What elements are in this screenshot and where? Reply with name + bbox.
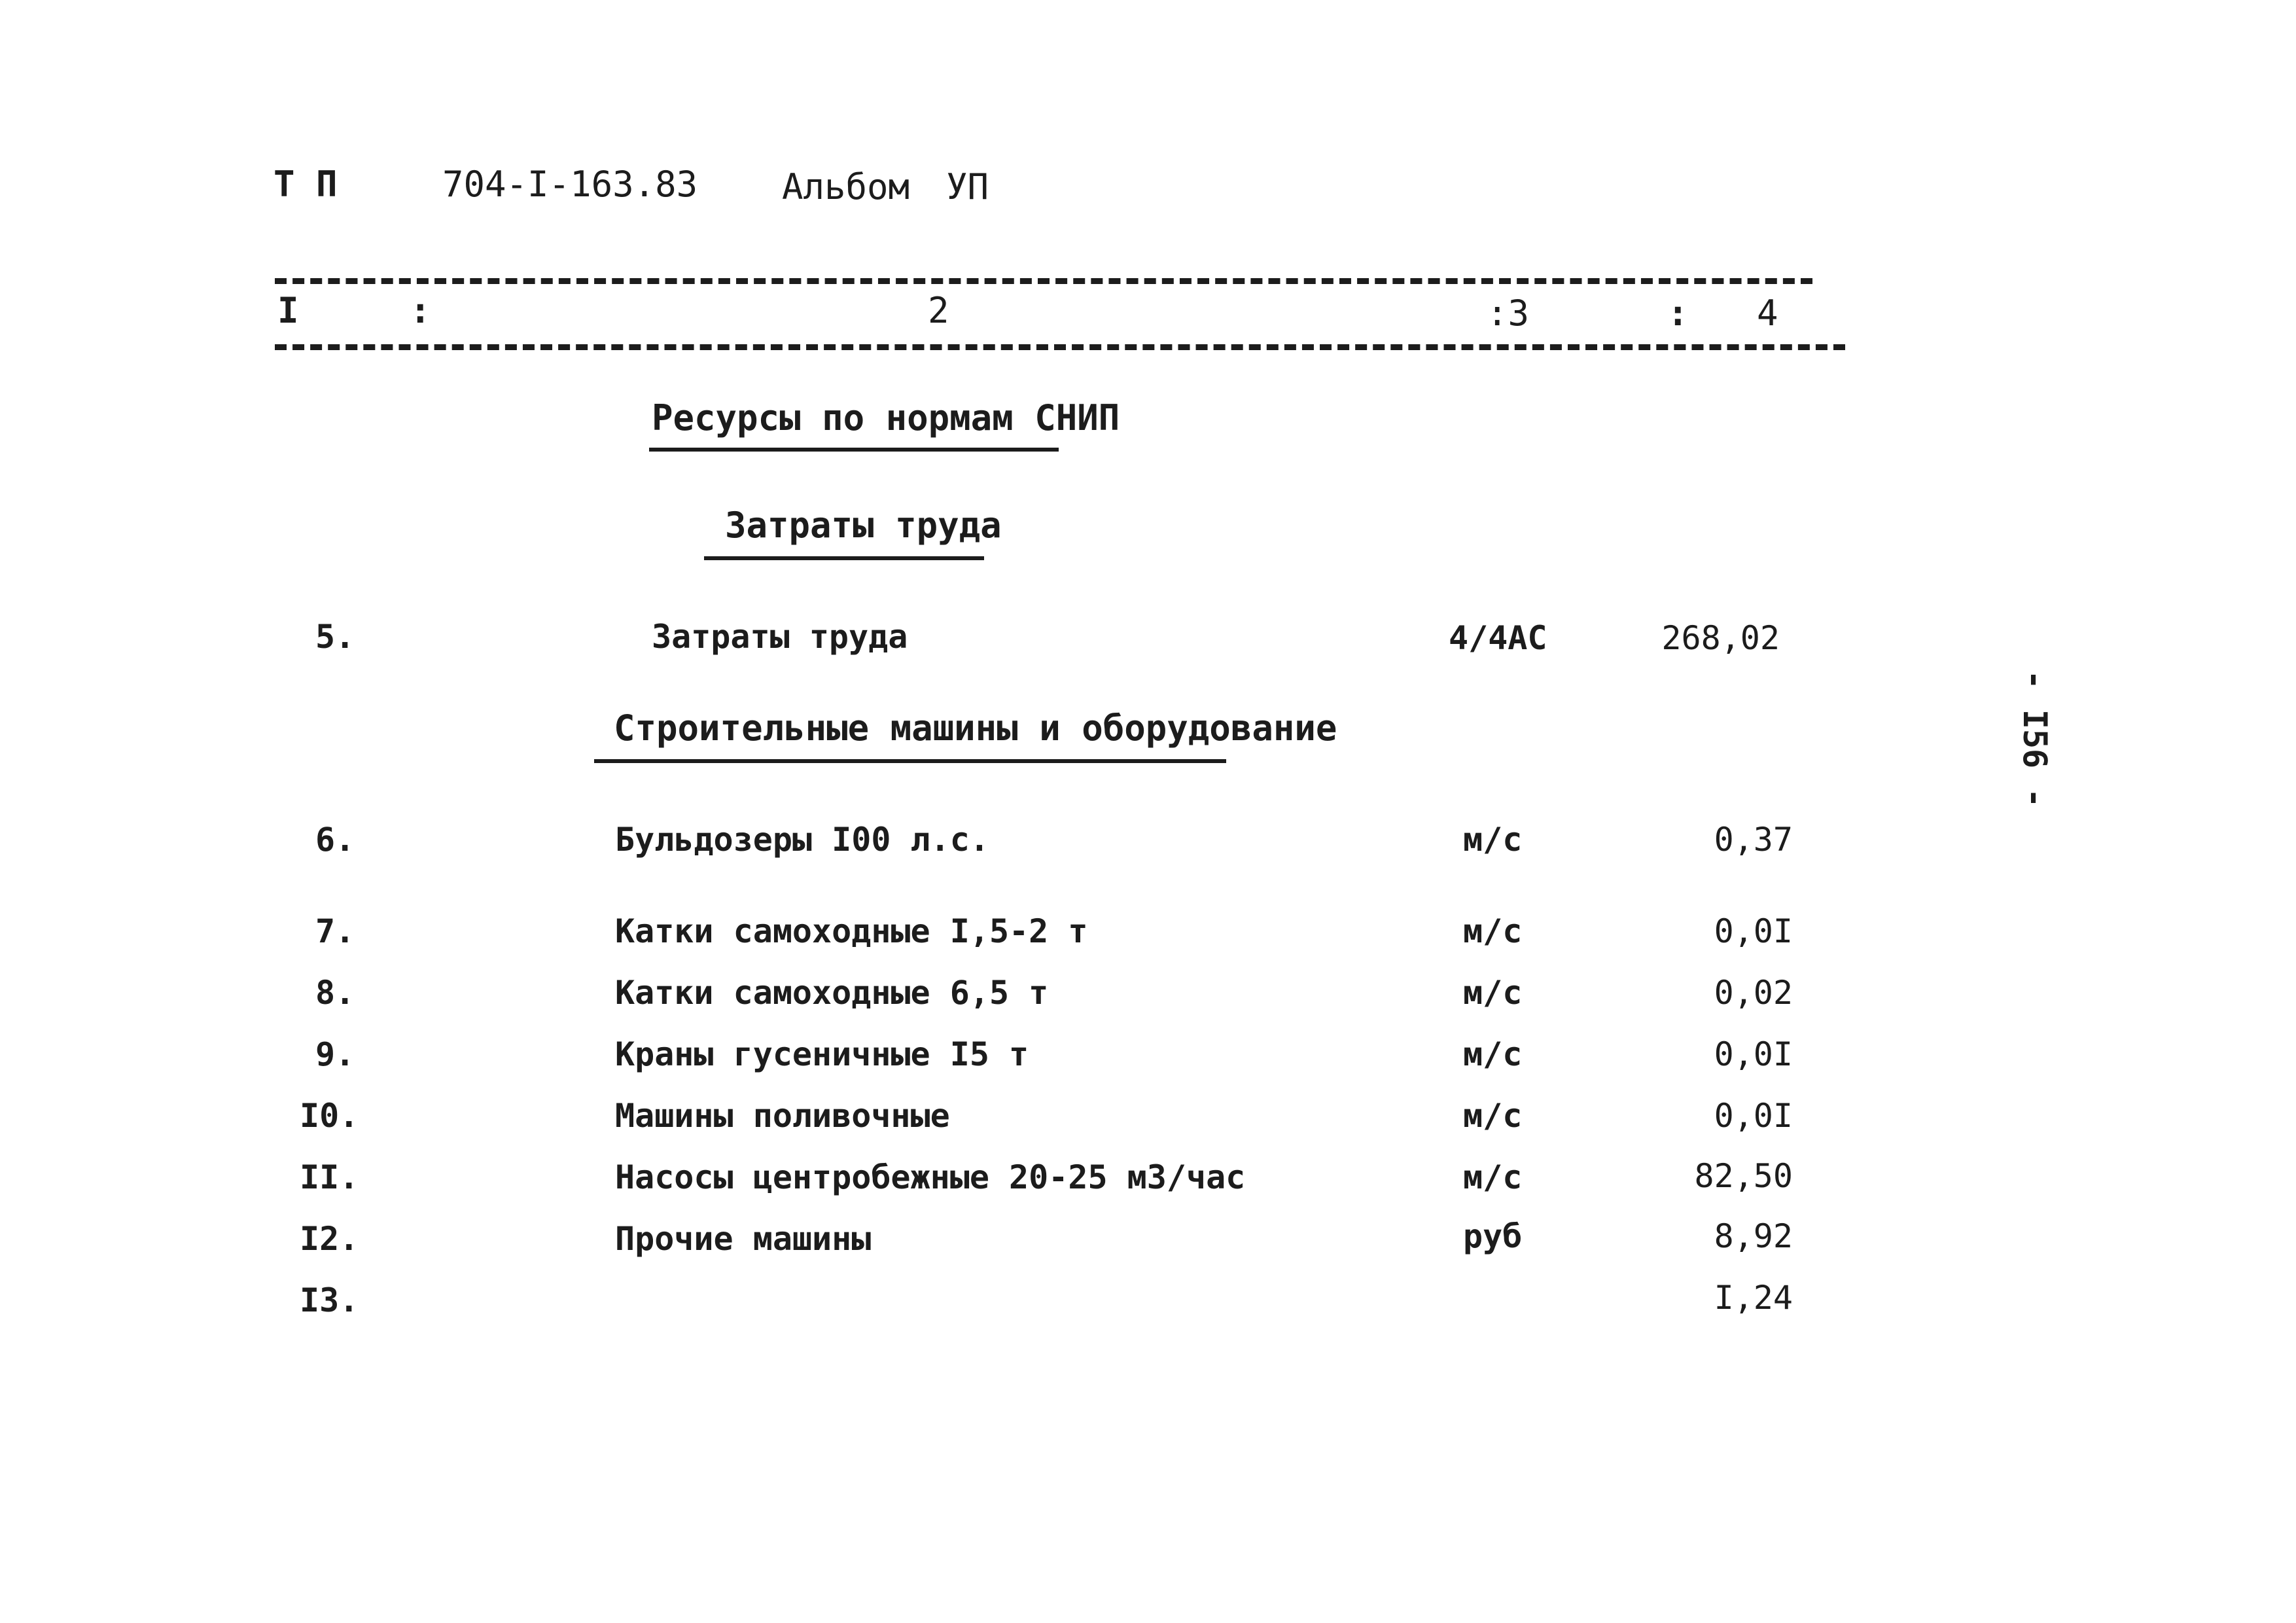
row-value: 82,50	[1694, 1157, 1793, 1195]
column-header-1: I	[277, 290, 299, 331]
row-name: Машины поливочные	[615, 1097, 950, 1135]
row-unit: м/с	[1463, 1035, 1523, 1073]
row-number: 5.	[315, 618, 355, 656]
row-name: Краны гусеничные I5 т	[615, 1035, 1029, 1073]
album-number: УП	[946, 166, 989, 207]
row-unit: м/с	[1463, 1097, 1523, 1135]
row-name: Затраты труда	[652, 618, 908, 656]
header-top-rule	[275, 278, 1812, 284]
series-code: Т П	[274, 164, 338, 205]
column-header-separator-1: :	[410, 290, 431, 331]
row-unit: м/с	[1463, 974, 1523, 1012]
column-header-separator-3: :	[1667, 293, 1689, 334]
section-title-underline	[649, 448, 1059, 452]
row-unit: руб	[1463, 1217, 1523, 1255]
subsection-labor-underline	[704, 556, 984, 560]
subsection-machines-title: Строительные машины и оборудование	[614, 707, 1337, 749]
row-unit: м/с	[1463, 1158, 1523, 1196]
page-number: - I56 -	[2016, 669, 2054, 808]
row-value: 0,0I	[1714, 1035, 1793, 1073]
project-number: 704-I-163.83	[442, 164, 698, 205]
row-value: 0,0I	[1714, 912, 1793, 950]
subsection-labor-title: Затраты труда	[725, 505, 1002, 546]
header-bottom-rule	[275, 344, 1845, 350]
row-value: 0,37	[1714, 821, 1793, 859]
column-header-3: :3	[1487, 293, 1530, 334]
row-number: I2.	[300, 1220, 359, 1258]
column-header-4: 4	[1757, 293, 1778, 334]
row-number: I0.	[300, 1097, 359, 1135]
album-label: Альбом	[782, 166, 910, 207]
row-name: Насосы центробежные 20-25 м3/час	[615, 1158, 1246, 1196]
row-value: 268,02	[1661, 619, 1780, 657]
row-unit: м/с	[1463, 912, 1523, 950]
row-value: I,24	[1714, 1279, 1793, 1317]
row-number: II.	[300, 1158, 359, 1196]
section-title: Ресурсы по нормам СНИП	[652, 397, 1120, 438]
row-name: Катки самоходные 6,5 т	[615, 974, 1049, 1012]
row-number: 7.	[315, 912, 355, 950]
row-number: 8.	[315, 974, 355, 1012]
row-value: 8,92	[1714, 1217, 1793, 1255]
row-number: 9.	[315, 1035, 355, 1073]
column-header-2: 2	[928, 290, 949, 331]
row-name: Прочие машины	[615, 1220, 872, 1258]
row-name: Бульдозеры I00 л.с.	[615, 821, 989, 859]
subsection-machines-underline	[594, 759, 1226, 763]
row-value: 0,0I	[1714, 1097, 1793, 1135]
row-name: Катки самоходные I,5-2 т	[615, 912, 1088, 950]
row-unit: 4/4АС	[1449, 619, 1547, 657]
row-number: 6.	[315, 821, 355, 859]
row-number: I3.	[300, 1281, 359, 1319]
row-unit: м/с	[1463, 821, 1523, 859]
row-value: 0,02	[1714, 974, 1793, 1012]
